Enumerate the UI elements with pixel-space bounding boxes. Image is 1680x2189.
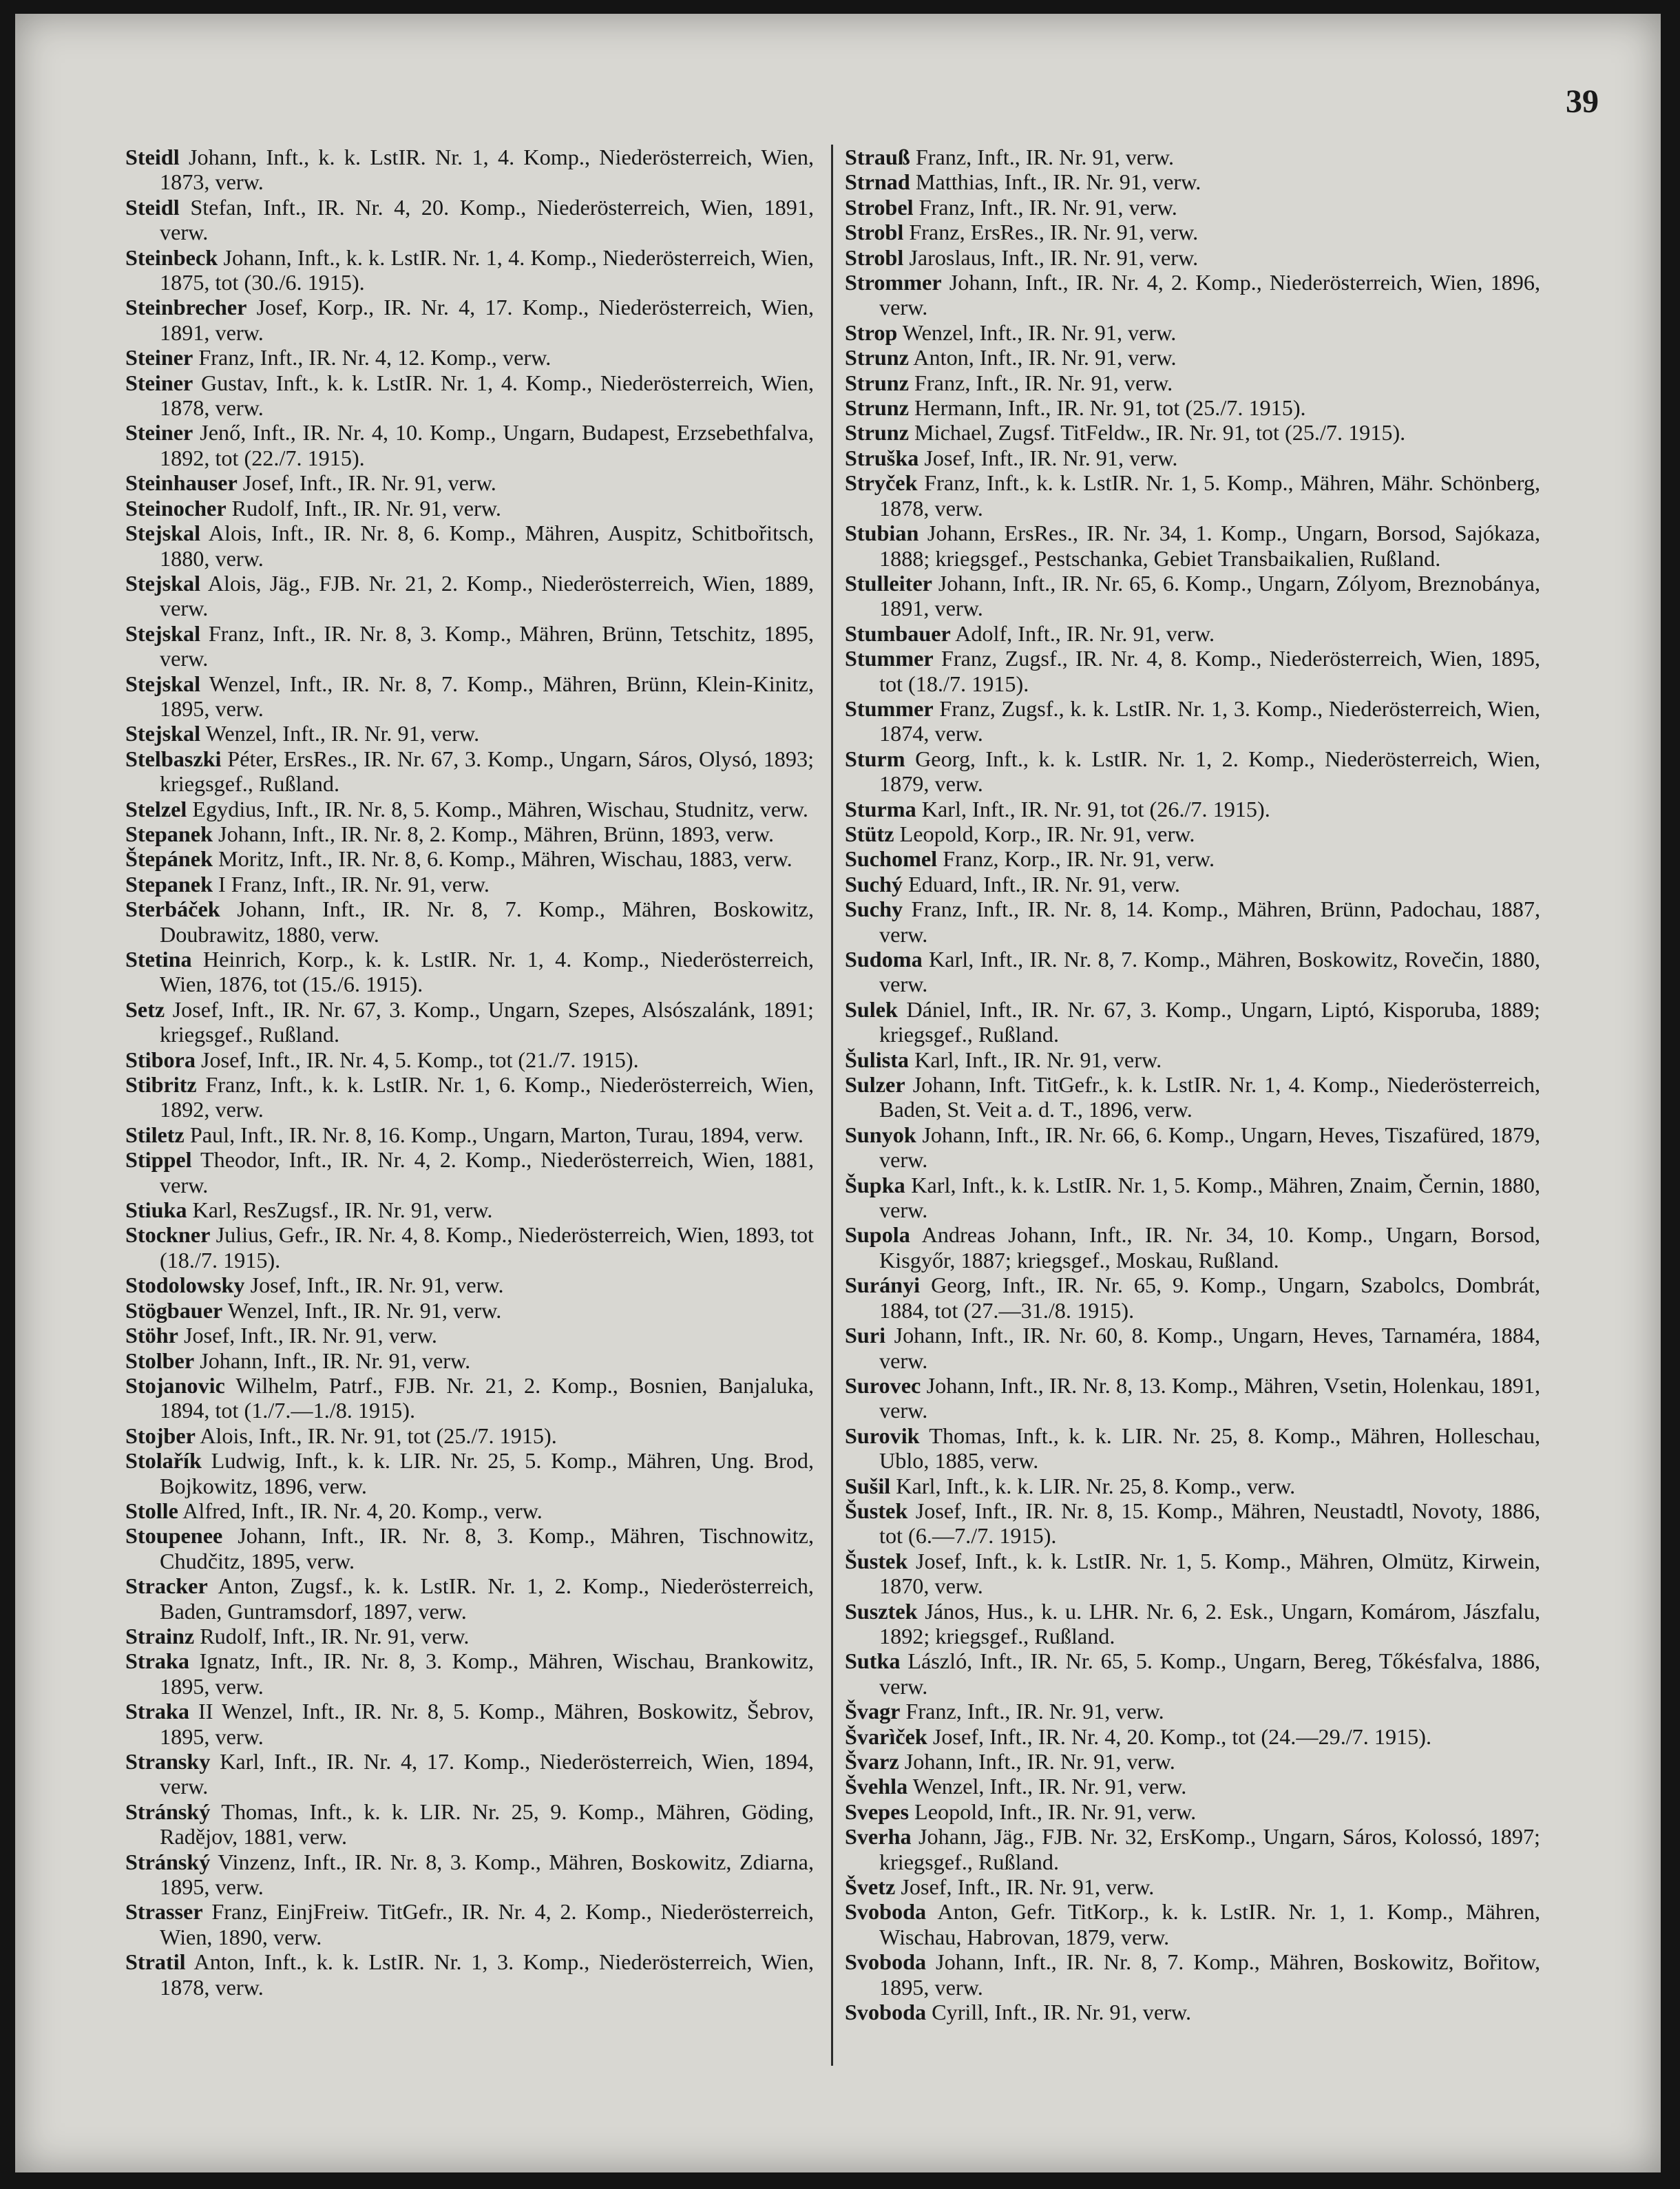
entry-surname: Stejskal xyxy=(125,521,201,546)
entry-details: Josef, Inft., IR. Nr. 4, 20. Komp., tot (24.—29./7. 1915). xyxy=(932,1724,1432,1749)
register-entry xyxy=(845,897,1540,947)
entry-details: Johann, Inft., IR. Nr. 8, 13. Komp., Mähren, Vsetin, Holenkau, 1891, verw. xyxy=(879,1372,1540,1423)
register-entry xyxy=(125,1949,814,2000)
register-entry xyxy=(125,1899,814,1949)
register-entry xyxy=(125,1222,814,1272)
entry-surname: Stolber xyxy=(125,1348,195,1373)
entry-details: Thomas, Inft., k. k. LIR. Nr. 25, 8. Komp., Mähren, Holleschau, Ublo, 1885, verw. xyxy=(879,1423,1540,1474)
entry-details: Josef, Inft., IR. Nr. 91, verw. xyxy=(250,1272,504,1298)
entry-surname: Stolařík xyxy=(125,1448,202,1474)
entry-details: Josef, Inft., IR. Nr. 91, verw. xyxy=(901,1874,1155,1900)
register-entry xyxy=(125,1197,814,1222)
register-entry xyxy=(125,1573,814,1624)
register-entry xyxy=(845,195,1540,220)
register-entry xyxy=(845,1549,1540,1599)
entry-surname: Svepes xyxy=(845,1799,909,1824)
register-entry xyxy=(845,1072,1540,1122)
register-entry xyxy=(845,646,1540,696)
register-entry xyxy=(845,1599,1540,1649)
entry-details: Julius, Gefr., IR. Nr. 4, 8. Komp., Niederösterreich, Wien, 1893, tot (18./7. 1915). xyxy=(160,1222,814,1272)
register-entry xyxy=(125,746,814,797)
entry-surname: Surovik xyxy=(845,1423,920,1448)
entry-details: Rudolf, Inft., IR. Nr. 91, verw. xyxy=(200,1623,470,1648)
entry-details: Moritz, Inft., IR. Nr. 8, 6. Komp., Mähren, Wischau, 1883, verw. xyxy=(218,846,792,872)
register-entry xyxy=(845,1799,1540,1824)
register-entry xyxy=(125,195,814,245)
entry-details: Franz, Inft., IR. Nr. 91, verw. xyxy=(918,194,1177,220)
entry-surname: Sutka xyxy=(845,1648,901,1674)
entry-details: II Wenzel, Inft., IR. Nr. 8, 5. Komp., Mähren, Boskowitz, Šebrov, 1895, verw. xyxy=(160,1699,814,1749)
entry-details: Adolf, Inft., IR. Nr. 91, verw. xyxy=(955,620,1215,646)
register-entry xyxy=(845,1474,1540,1498)
entry-surname: Strobl xyxy=(845,244,904,270)
entry-surname: Šupka xyxy=(845,1172,905,1197)
register-entry xyxy=(845,621,1540,646)
column-divider xyxy=(831,145,833,2066)
register-entry xyxy=(845,1323,1540,1373)
entry-details: Anton, Inft., k. k. LstIR. Nr. 1, 3. Komp., Niederösterreich, Wien, 1878, verw. xyxy=(160,1949,814,2000)
entry-surname: Šustek xyxy=(845,1498,908,1523)
entry-surname: Stelzel xyxy=(125,796,187,821)
entry-details: Wenzel, Inft., IR. Nr. 91, verw. xyxy=(227,1297,502,1323)
entry-details: Johann, Inft., IR. Nr. 91, verw. xyxy=(200,1348,471,1373)
entry-surname: Švarìček xyxy=(845,1724,927,1749)
entry-details: Karl, Inft., IR. Nr. 4, 17. Komp., Niederösterreich, Wien, 1894, verw. xyxy=(160,1749,815,1799)
register-entry xyxy=(845,1272,1540,1323)
entry-details: Johann, Inft., IR. Nr. 91, verw. xyxy=(904,1749,1175,1774)
register-entry xyxy=(845,145,1540,169)
entry-details: Franz, Inft., IR. Nr. 91, verw. xyxy=(905,1699,1164,1724)
entry-details: Dániel, Inft., IR. Nr. 67, 3. Komp., Ungarn, Liptó, Kisporuba, 1889; kriegsgef., Rußland. xyxy=(879,996,1541,1047)
entry-details: I Franz, Inft., IR. Nr. 91, verw. xyxy=(218,871,490,897)
page-number: 39 xyxy=(1566,83,1599,120)
entry-details: Wilhelm, Patrf., FJB. Nr. 21, 2. Komp., Bosnien, Banjaluka, 1894, tot (1./7.—1./8. 1915). xyxy=(160,1372,814,1423)
register-entry xyxy=(125,571,814,621)
entry-surname: Steidl xyxy=(125,145,180,169)
entry-surname: Stejskal xyxy=(125,570,201,596)
register-entry xyxy=(125,1648,814,1699)
entry-details: Péter, ErsRes., IR. Nr. 67, 3. Komp., Ungarn, Sáros, Olysó, 1893; kriegsgef., Rußland. xyxy=(160,746,815,797)
entry-surname: Strunz xyxy=(845,345,909,370)
entry-surname: Strop xyxy=(845,320,898,345)
entry-details: Theodor, Inft., IR. Nr. 4, 2. Komp., Niederösterreich, Wien, 1881, verw. xyxy=(160,1147,815,1197)
register-entry xyxy=(125,1423,814,1448)
entry-surname: Supola xyxy=(845,1222,910,1248)
entry-details: Karl, Inft., k. k. LIR. Nr. 25, 8. Komp., verw. xyxy=(896,1473,1296,1498)
entry-surname: Setz xyxy=(125,996,165,1022)
entry-details: Franz, Zugsf., IR. Nr. 4, 8. Komp., Niederösterreich, Wien, 1895, tot (18./7. 1915). xyxy=(879,646,1540,696)
entry-details: Franz, Korp., IR. Nr. 91, verw. xyxy=(943,846,1215,872)
entry-surname: Suchý xyxy=(845,871,903,897)
entry-details: Rudolf, Inft., IR. Nr. 91, verw. xyxy=(231,495,501,521)
entry-details: Georg, Inft., k. k. LstIR. Nr. 1, 2. Komp., Niederösterreich, Wien, 1879, verw. xyxy=(879,746,1540,797)
register-entry xyxy=(845,1699,1540,1724)
entry-surname: Štepánek xyxy=(125,846,213,872)
entry-details: Leopold, Inft., IR. Nr. 91, verw. xyxy=(914,1799,1197,1824)
register-entry xyxy=(125,1348,814,1373)
entry-details: Johann, Inft., k. k. LstIR. Nr. 1, 4. Komp., Niederösterreich, Wien, 1875, tot (30./6. 1915). xyxy=(160,244,815,295)
entry-details: Josef, Inft., IR. Nr. 8, 15. Komp., Mähren, Neustadtl, Novoty, 1886, tot (6.—7./7. 1915). xyxy=(879,1498,1540,1549)
entry-surname: Sterbáček xyxy=(125,897,220,922)
entry-surname: Strunz xyxy=(845,370,909,395)
entry-surname: Stryček xyxy=(845,470,918,496)
entry-surname: Sulek xyxy=(845,996,898,1022)
entry-details: Franz, Inft., IR. Nr. 8, 14. Komp., Mähren, Brünn, Padochau, 1887, verw. xyxy=(879,897,1540,947)
entry-surname: Sverha xyxy=(845,1824,912,1850)
entry-details: Johann, Inft., IR. Nr. 8, 2. Komp., Mähren, Brünn, 1893, verw. xyxy=(218,821,775,846)
register-entry xyxy=(125,345,814,370)
entry-surname: Sulzer xyxy=(845,1072,905,1098)
entry-details: Egydius, Inft., IR. Nr. 8, 5. Komp., Mähren, Wischau, Studnitz, verw. xyxy=(192,796,808,821)
entry-details: Franz, Inft., k. k. LstIR. Nr. 1, 6. Komp., Niederösterreich, Wien, 1892, verw. xyxy=(160,1072,814,1122)
entry-surname: Stumbauer xyxy=(845,620,951,646)
register-entry xyxy=(125,846,814,871)
entry-surname: Steidl xyxy=(125,194,180,220)
entry-details: Stefan, Inft., IR. Nr. 4, 20. Komp., Niederösterreich, Wien, 1891, verw. xyxy=(160,194,814,245)
entry-surname: Struška xyxy=(845,445,919,470)
register-entry xyxy=(125,1047,814,1072)
entry-surname: Stelbaszki xyxy=(125,746,222,771)
register-entry xyxy=(845,1173,1540,1223)
entry-details: János, Hus., k. u. LHR. Nr. 6, 2. Esk., Ungarn, Komárom, Jászfalu, 1892; kriegsgef., Rußland. xyxy=(879,1598,1540,1648)
register-entry xyxy=(125,496,814,521)
entry-surname: Stratil xyxy=(125,1949,186,1975)
left-column xyxy=(125,145,814,2000)
entry-surname: Steiner xyxy=(125,420,193,446)
entry-details: Josef, Inft., IR. Nr. 67, 3. Komp., Ungarn, Szepes, Alsószalánk, 1891; kriegsgef., Rußland. xyxy=(160,996,815,1047)
entry-surname: Stetina xyxy=(125,947,192,972)
register-entry xyxy=(845,997,1540,1047)
entry-surname: Svoboda xyxy=(845,1949,927,1975)
entry-details: Alfred, Inft., IR. Nr. 4, 20. Komp., verw. xyxy=(182,1498,543,1523)
entry-surname: Stibritz xyxy=(125,1072,197,1098)
register-entry xyxy=(125,1448,814,1498)
entry-details: Josef, Inft., IR. Nr. 91, verw. xyxy=(242,470,496,496)
register-entry xyxy=(125,1624,814,1648)
register-entry xyxy=(845,571,1540,621)
entry-surname: Šulista xyxy=(845,1047,910,1072)
register-entry xyxy=(125,897,814,947)
register-entry xyxy=(125,872,814,897)
entry-surname: Steiner xyxy=(125,370,193,395)
register-entry xyxy=(125,1749,814,1799)
register-entry xyxy=(845,1874,1540,1899)
entry-surname: Stibora xyxy=(125,1047,196,1072)
entry-details: Anton, Inft., IR. Nr. 91, verw. xyxy=(913,345,1177,370)
entry-surname: Strunz xyxy=(845,420,909,446)
entry-surname: Strainz xyxy=(125,1623,195,1648)
entry-surname: Stepanek xyxy=(125,871,213,897)
document-page xyxy=(15,14,1661,2172)
entry-surname: Svoboda xyxy=(845,2000,927,2025)
register-entry xyxy=(125,470,814,495)
entry-surname: Švarz xyxy=(845,1749,899,1774)
register-entry xyxy=(845,1222,1540,1272)
register-entry xyxy=(845,872,1540,897)
entry-surname: Stockner xyxy=(125,1222,211,1248)
register-entry xyxy=(845,1949,1540,2000)
entry-surname: Stummer xyxy=(845,695,934,721)
entry-details: Michael, Zugsf. TitFeldw., IR. Nr. 91, tot (25./7. 1915). xyxy=(914,420,1406,446)
register-entry xyxy=(845,1498,1540,1549)
register-entry xyxy=(845,220,1540,244)
entry-surname: Šustek xyxy=(845,1548,908,1573)
register-entry xyxy=(845,370,1540,395)
entry-surname: Stütz xyxy=(845,821,894,846)
entry-details: Jaroslaus, Inft., IR. Nr. 91, verw. xyxy=(909,244,1199,270)
entry-details: Eduard, Inft., IR. Nr. 91, verw. xyxy=(908,871,1180,897)
entry-details: Johann, Inft., IR. Nr. 4, 2. Komp., Niederösterreich, Wien, 1896, verw. xyxy=(879,270,1541,320)
register-entry xyxy=(845,1648,1540,1699)
register-entry xyxy=(845,1774,1540,1799)
register-entry xyxy=(845,846,1540,871)
register-entry xyxy=(845,1824,1540,1874)
entry-surname: Strobl xyxy=(845,220,904,245)
register-entry xyxy=(845,947,1540,997)
register-entry xyxy=(845,169,1540,194)
entry-surname: Suchy xyxy=(845,897,903,922)
register-entry xyxy=(845,345,1540,370)
entry-details: Johann, Inft. TitGefr., k. k. LstIR. Nr. 1, 4. Komp., Niederösterreich, Baden, St. Veit a. d. T., 1896, verw. xyxy=(879,1072,1540,1122)
entry-details: Johann, Inft., k. k. LstIR. Nr. 1, 4. Komp., Niederösterreich, Wien, 1873, verw. xyxy=(160,145,815,195)
register-entry xyxy=(845,420,1540,445)
entry-details: Franz, Inft., k. k. LstIR. Nr. 1, 5. Komp., Mähren, Mähr. Schönberg, 1878, verw. xyxy=(879,470,1540,521)
entry-details: Wenzel, Inft., IR. Nr. 8, 7. Komp., Mähren, Brünn, Klein-Kinitz, 1895, verw. xyxy=(160,671,815,721)
entry-surname: Steinocher xyxy=(125,495,227,521)
entry-surname: Stejskal xyxy=(125,721,201,746)
register-entry xyxy=(125,721,814,746)
register-entry xyxy=(845,270,1540,320)
entry-surname: Strommer xyxy=(845,270,942,295)
entry-details: Franz, Inft., IR. Nr. 8, 3. Komp., Mähren, Brünn, Tetschitz, 1895, verw. xyxy=(160,620,814,671)
entry-surname: Švagr xyxy=(845,1699,901,1724)
register-entry xyxy=(845,320,1540,345)
entry-surname: Strasser xyxy=(125,1899,203,1925)
register-entry xyxy=(125,997,814,1047)
entry-surname: Strobel xyxy=(845,194,914,220)
entry-details: Heinrich, Korp., k. k. LstIR. Nr. 1, 4. Komp., Niederösterreich, Wien, 1876, tot (15./6. 1915). xyxy=(160,947,815,997)
entry-surname: Stodolowsky xyxy=(125,1272,245,1298)
entry-details: Leopold, Korp., IR. Nr. 91, verw. xyxy=(899,821,1195,846)
entry-surname: Susztek xyxy=(845,1598,918,1624)
entry-details: Jenő, Inft., IR. Nr. 4, 10. Komp., Ungarn, Budapest, Erzsebethfalva, 1892, tot (22./7. 1915). xyxy=(160,420,814,470)
register-entry xyxy=(125,947,814,997)
entry-details: Alois, Inft., IR. Nr. 8, 6. Komp., Mähren, Auspitz, Schitbořitsch, 1880, verw. xyxy=(160,521,814,571)
register-entry xyxy=(125,1850,814,1900)
register-entry xyxy=(845,1373,1540,1423)
entry-surname: Surányi xyxy=(845,1272,921,1298)
register-entry xyxy=(845,797,1540,821)
entry-surname: Stransky xyxy=(125,1749,211,1774)
entry-details: Josef, Inft., IR. Nr. 91, verw. xyxy=(924,445,1178,470)
entry-surname: Stránský xyxy=(125,1849,211,1874)
register-entry xyxy=(125,1298,814,1323)
entry-details: Karl, Inft., IR. Nr. 91, tot (26./7. 1915). xyxy=(921,796,1270,821)
entry-surname: Stubian xyxy=(845,521,919,546)
entry-surname: Stöhr xyxy=(125,1323,178,1348)
entry-details: Wenzel, Inft., IR. Nr. 91, verw. xyxy=(205,721,480,746)
entry-details: Karl, ResZugsf., IR. Nr. 91, verw. xyxy=(192,1197,493,1223)
entry-details: Franz, ErsRes., IR. Nr. 91, verw. xyxy=(909,220,1199,245)
register-entry xyxy=(125,295,814,345)
register-entry xyxy=(845,1899,1540,1949)
entry-details: Johann, Jäg., FJB. Nr. 32, ErsKomp., Ungarn, Sáros, Kolossó, 1897; kriegsgef., Rußland. xyxy=(879,1824,1541,1874)
entry-surname: Surovec xyxy=(845,1372,921,1398)
register-entry xyxy=(125,1373,814,1423)
entry-details: Georg, Inft., IR. Nr. 65, 9. Komp., Ungarn, Szabolcs, Dombrát, 1884, tot (27.—31./8. 1915). xyxy=(879,1272,1540,1323)
entry-details: Thomas, Inft., k. k. LIR. Nr. 25, 9. Komp., Mähren, Göding, Radějov, 1881, verw. xyxy=(160,1799,815,1850)
entry-surname: Sušil xyxy=(845,1473,891,1498)
register-entry xyxy=(125,1699,814,1749)
entry-details: Josef, Inft., k. k. LstIR. Nr. 1, 5. Komp., Mähren, Olmütz, Kirwein, 1870, verw. xyxy=(879,1548,1540,1599)
entry-details: Johann, Inft., IR. Nr. 60, 8. Komp., Ungarn, Heves, Tarnaméra, 1884, verw. xyxy=(879,1323,1540,1373)
entry-details: Josef, Inft., IR. Nr. 4, 5. Komp., tot (21./7. 1915). xyxy=(201,1047,639,1072)
register-entry xyxy=(125,1523,814,1573)
register-entry xyxy=(125,1122,814,1147)
entry-details: Gustav, Inft., k. k. LstIR. Nr. 1, 4. Komp., Niederösterreich, Wien, 1878, verw. xyxy=(160,370,815,421)
entry-details: Ignatz, Inft., IR. Nr. 8, 3. Komp., Mähren, Wischau, Brankowitz, 1895, verw. xyxy=(160,1648,815,1699)
entry-surname: Steinhauser xyxy=(125,470,238,496)
register-entry xyxy=(125,621,814,671)
entry-surname: Strauß xyxy=(845,145,910,169)
entry-details: Johann, Inft., IR. Nr. 8, 7. Komp., Mähren, Boskowitz, Bořitow, 1895, verw. xyxy=(879,1949,1541,2000)
entry-surname: Suchomel xyxy=(845,846,938,872)
entry-details: Josef, Inft., IR. Nr. 91, verw. xyxy=(183,1323,437,1348)
entry-details: Johann, Inft., IR. Nr. 8, 7. Komp., Mähren, Boskowitz, Doubrawitz, 1880, verw. xyxy=(160,897,815,947)
entry-surname: Stulleiter xyxy=(845,570,932,596)
register-entry xyxy=(125,821,814,846)
register-entry xyxy=(125,1498,814,1523)
entry-surname: Stojanovic xyxy=(125,1372,225,1398)
entry-details: Franz, Inft., IR. Nr. 4, 12. Komp., verw. xyxy=(198,345,552,370)
entry-details: Hermann, Inft., IR. Nr. 91, tot (25./7. 1915). xyxy=(914,395,1306,421)
entry-details: Cyrill, Inft., IR. Nr. 91, verw. xyxy=(932,2000,1192,2025)
entry-surname: Svoboda xyxy=(845,1899,927,1925)
register-entry xyxy=(845,696,1540,746)
entry-surname: Stoupenee xyxy=(125,1523,223,1549)
register-entry xyxy=(125,420,814,470)
entry-details: Johann, Inft., IR. Nr. 66, 6. Komp., Ungarn, Heves, Tiszafüred, 1879, verw. xyxy=(879,1122,1541,1173)
register-entry xyxy=(845,1423,1540,1474)
register-entry xyxy=(845,746,1540,797)
entry-surname: Sturma xyxy=(845,796,916,821)
register-entry xyxy=(845,2000,1540,2024)
entry-details: Johann, ErsRes., IR. Nr. 34, 1. Komp., Ungarn, Borsod, Sajókaza, 1888; kriegsgef., Pestschanka, Gebiet Transbaikalien, Rußland. xyxy=(879,521,1541,571)
entry-surname: Stiuka xyxy=(125,1197,187,1223)
entry-details: Matthias, Inft., IR. Nr. 91, verw. xyxy=(915,169,1201,195)
entry-details: Ludwig, Inft., k. k. LIR. Nr. 25, 5. Komp., Mähren, Ung. Brod, Bojkowitz, 1896, verw. xyxy=(160,1448,815,1498)
entry-surname: Stracker xyxy=(125,1573,208,1599)
entry-details: Wenzel, Inft., IR. Nr. 91, verw. xyxy=(912,1774,1187,1799)
register-entry xyxy=(125,1799,814,1850)
right-column xyxy=(845,145,1540,2024)
register-entry xyxy=(845,1749,1540,1774)
register-entry xyxy=(125,671,814,722)
register-entry xyxy=(125,797,814,821)
entry-surname: Stojber xyxy=(125,1423,196,1448)
register-entry xyxy=(845,521,1540,571)
entry-surname: Stepanek xyxy=(125,821,213,846)
register-entry xyxy=(845,1047,1540,1072)
entry-surname: Stejskal xyxy=(125,620,201,646)
entry-details: László, Inft., IR. Nr. 65, 5. Komp., Ungarn, Bereg, Tőkésfalva, 1886, verw. xyxy=(879,1648,1541,1699)
entry-details: Franz, Inft., IR. Nr. 91, verw. xyxy=(914,370,1173,395)
entry-surname: Steiner xyxy=(125,345,193,370)
entry-details: Andreas Johann, Inft., IR. Nr. 34, 10. Komp., Ungarn, Borsod, Kisgyőr, 1887; kriegsgef., Moskau, Rußland. xyxy=(879,1222,1540,1272)
entry-surname: Švehla xyxy=(845,1774,908,1799)
register-entry xyxy=(845,245,1540,270)
entry-details: Karl, Inft., IR. Nr. 91, verw. xyxy=(914,1047,1162,1072)
entry-surname: Stiletz xyxy=(125,1122,185,1147)
entry-details: Franz, Zugsf., k. k. LstIR. Nr. 1, 3. Komp., Niederösterreich, Wien, 1874, verw. xyxy=(879,695,1541,746)
entry-details: Josef, Korp., IR. Nr. 4, 17. Komp., Niederösterreich, Wien, 1891, verw. xyxy=(160,295,814,345)
entry-surname: Suri xyxy=(845,1323,886,1348)
entry-surname: Sudoma xyxy=(845,947,923,972)
entry-surname: Steinbeck xyxy=(125,244,218,270)
entry-details: Johann, Inft., IR. Nr. 8, 3. Komp., Mähren, Tischnowitz, Chudčitz, 1895, verw. xyxy=(160,1523,814,1573)
entry-details: Alois, Jäg., FJB. Nr. 21, 2. Komp., Niederösterreich, Wien, 1889, verw. xyxy=(160,570,814,621)
entry-surname: Strunz xyxy=(845,395,909,421)
entry-details: Alois, Inft., IR. Nr. 91, tot (25./7. 1915). xyxy=(200,1423,557,1448)
entry-details: Anton, Zugsf., k. k. LstIR. Nr. 1, 2. Komp., Niederösterreich, Baden, Guntramsdorf, 1897, verw. xyxy=(160,1573,814,1624)
register-entry xyxy=(125,521,814,571)
entry-details: Anton, Gefr. TitKorp., k. k. LstIR. Nr. 1, 1. Komp., Mähren, Wischau, Habrovan, 1879, verw. xyxy=(879,1899,1540,1949)
register-entry xyxy=(125,245,814,295)
register-entry xyxy=(125,1147,814,1197)
entry-surname: Stögbauer xyxy=(125,1297,223,1323)
register-entry xyxy=(845,821,1540,846)
entry-surname: Stejskal xyxy=(125,671,201,696)
entry-details: Vinzenz, Inft., IR. Nr. 8, 3. Komp., Mähren, Boskowitz, Zdiarna, 1895, verw. xyxy=(160,1849,814,1900)
entry-surname: Stolle xyxy=(125,1498,178,1523)
entry-surname: Straka xyxy=(125,1699,189,1724)
register-entry xyxy=(125,1072,814,1122)
register-entry xyxy=(845,395,1540,420)
entry-details: Paul, Inft., IR. Nr. 8, 16. Komp., Ungarn, Marton, Turau, 1894, verw. xyxy=(189,1122,804,1147)
entry-surname: Švetz xyxy=(845,1874,896,1900)
register-entry xyxy=(125,370,814,421)
entry-details: Karl, Inft., IR. Nr. 8, 7. Komp., Mähren, Boskowitz, Rovečin, 1880, verw. xyxy=(879,947,1540,997)
entry-surname: Straka xyxy=(125,1648,189,1674)
entry-details: Karl, Inft., k. k. LstIR. Nr. 1, 5. Komp., Mähren, Znaim, Černin, 1880, verw. xyxy=(879,1172,1540,1223)
entry-surname: Strnad xyxy=(845,169,910,195)
entry-surname: Steinbrecher xyxy=(125,295,247,320)
register-entry xyxy=(845,446,1540,470)
entry-surname: Sunyok xyxy=(845,1122,916,1147)
entry-details: Wenzel, Inft., IR. Nr. 91, verw. xyxy=(902,320,1177,345)
register-entry xyxy=(845,470,1540,521)
entry-details: Johann, Inft., IR. Nr. 65, 6. Komp., Ungarn, Zólyom, Breznobánya, 1891, verw. xyxy=(879,570,1540,621)
register-entry xyxy=(845,1122,1540,1173)
register-entry xyxy=(125,1272,814,1297)
register-entry xyxy=(845,1724,1540,1749)
entry-surname: Sturm xyxy=(845,746,905,771)
entry-surname: Stippel xyxy=(125,1147,192,1173)
entry-details: Franz, Inft., IR. Nr. 91, verw. xyxy=(915,145,1174,169)
entry-surname: Stummer xyxy=(845,646,934,671)
register-entry xyxy=(125,145,814,195)
register-entry xyxy=(125,1323,814,1348)
entry-surname: Stránský xyxy=(125,1799,211,1824)
entry-details: Franz, EinjFreiw. TitGefr., IR. Nr. 4, 2. Komp., Niederösterreich, Wien, 1890, verw. xyxy=(160,1899,815,1949)
